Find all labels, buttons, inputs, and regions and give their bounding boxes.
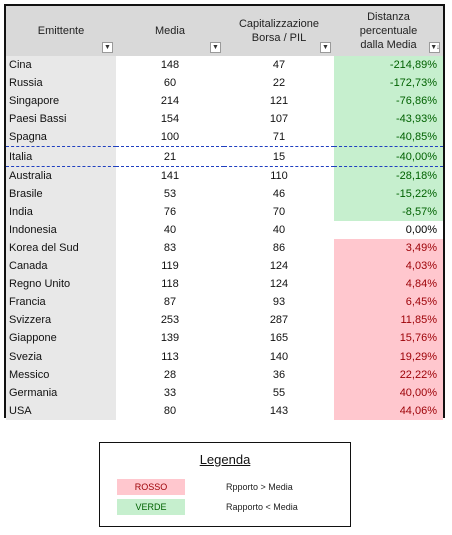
table-row[interactable] bbox=[6, 92, 443, 110]
cell-emittente[interactable]: Regno Unito bbox=[6, 275, 116, 293]
filter-dropdown-media[interactable]: ▼ bbox=[210, 42, 221, 53]
cell-distanza[interactable]: 4,03% bbox=[334, 257, 443, 275]
cell-capitalizzazione[interactable]: 140 bbox=[224, 348, 334, 366]
header-emittente bbox=[6, 6, 116, 56]
cell-emittente[interactable]: India bbox=[6, 203, 116, 221]
table-row[interactable] bbox=[6, 257, 443, 275]
filter-dropdown-emittente[interactable]: ▼ bbox=[102, 42, 113, 53]
cell-media[interactable]: 33 bbox=[116, 384, 224, 402]
cell-capitalizzazione[interactable]: 36 bbox=[224, 366, 334, 384]
cell-emittente[interactable]: Brasile bbox=[6, 185, 116, 203]
cell-capitalizzazione[interactable]: 165 bbox=[224, 329, 334, 347]
cell-capitalizzazione[interactable]: 70 bbox=[224, 203, 334, 221]
cell-distanza[interactable]: -40,00% bbox=[334, 147, 443, 166]
cell-media[interactable]: 139 bbox=[116, 329, 224, 347]
table-row[interactable] bbox=[6, 402, 443, 420]
legend-description-red: Rpporto > Media bbox=[226, 482, 293, 492]
cell-distanza[interactable]: -8,57% bbox=[334, 203, 443, 221]
cell-capitalizzazione[interactable]: 124 bbox=[224, 275, 334, 293]
table-row[interactable] bbox=[6, 110, 443, 128]
cell-emittente[interactable]: Svezia bbox=[6, 348, 116, 366]
cell-media[interactable]: 87 bbox=[116, 293, 224, 311]
table-row[interactable] bbox=[6, 239, 443, 257]
cell-distanza[interactable]: 4,84% bbox=[334, 275, 443, 293]
cell-emittente[interactable]: Italia bbox=[6, 147, 116, 166]
cell-media[interactable]: 214 bbox=[116, 92, 224, 110]
cell-media[interactable]: 40 bbox=[116, 221, 224, 239]
cell-media[interactable]: 118 bbox=[116, 275, 224, 293]
cell-capitalizzazione[interactable]: 71 bbox=[224, 128, 334, 147]
table-row[interactable] bbox=[6, 128, 443, 147]
cell-media[interactable]: 253 bbox=[116, 311, 224, 329]
cell-media[interactable]: 60 bbox=[116, 74, 224, 92]
cell-emittente[interactable]: Paesi Bassi bbox=[6, 110, 116, 128]
table-row[interactable] bbox=[6, 203, 443, 221]
cell-capitalizzazione[interactable]: 55 bbox=[224, 384, 334, 402]
table-row[interactable] bbox=[6, 74, 443, 92]
cell-distanza[interactable]: 0,00% bbox=[334, 221, 443, 239]
cell-emittente[interactable]: Giappone bbox=[6, 329, 116, 347]
header-capitalizzazione-label-2: Borsa / PIL bbox=[251, 32, 307, 44]
cell-capitalizzazione[interactable]: 124 bbox=[224, 257, 334, 275]
cell-media[interactable]: 28 bbox=[116, 366, 224, 384]
cell-distanza[interactable]: -214,89% bbox=[334, 56, 443, 74]
cell-distanza[interactable]: 19,29% bbox=[334, 348, 443, 366]
cell-emittente[interactable]: Indonesia bbox=[6, 221, 116, 239]
cell-media[interactable]: 141 bbox=[116, 166, 224, 185]
cell-emittente[interactable]: Canada bbox=[6, 257, 116, 275]
sort-dropdown-distanza[interactable]: ▼↓ bbox=[430, 44, 439, 51]
cell-capitalizzazione[interactable]: 15 bbox=[224, 147, 334, 166]
table-row[interactable] bbox=[6, 185, 443, 203]
cell-media[interactable]: 119 bbox=[116, 257, 224, 275]
cell-emittente[interactable]: Svizzera bbox=[6, 311, 116, 329]
table-row[interactable] bbox=[6, 56, 443, 74]
cell-media[interactable]: 83 bbox=[116, 239, 224, 257]
table-row[interactable] bbox=[6, 293, 443, 311]
header-distanza-label-1: Distanza percentuale bbox=[359, 11, 418, 37]
cell-emittente[interactable]: Messico bbox=[6, 366, 116, 384]
cell-capitalizzazione[interactable]: 47 bbox=[224, 56, 334, 74]
cell-capitalizzazione[interactable]: 121 bbox=[224, 92, 334, 110]
cell-media[interactable]: 148 bbox=[116, 56, 224, 74]
cell-emittente[interactable]: Cina bbox=[6, 56, 116, 74]
header-distanza-label-2: dalla Media bbox=[360, 39, 417, 51]
header-emittente-label: Emittente bbox=[37, 25, 85, 37]
cell-distanza[interactable]: 40,00% bbox=[334, 384, 443, 402]
cell-distanza[interactable]: 15,76% bbox=[334, 329, 443, 347]
cell-distanza[interactable]: -15,22% bbox=[334, 185, 443, 203]
table-row[interactable] bbox=[6, 348, 443, 366]
cell-media[interactable]: 21 bbox=[116, 147, 224, 166]
cell-distanza[interactable]: 11,85% bbox=[334, 311, 443, 329]
cell-emittente[interactable]: Francia bbox=[6, 293, 116, 311]
table-row[interactable] bbox=[6, 275, 443, 293]
cell-emittente[interactable]: Korea del Sud bbox=[6, 239, 116, 257]
table-row[interactable] bbox=[6, 366, 443, 384]
header-capitalizzazione-label-1: Capitalizzazione bbox=[238, 18, 320, 30]
cell-capitalizzazione[interactable]: 46 bbox=[224, 185, 334, 203]
table-row[interactable] bbox=[6, 166, 443, 185]
legend-title: Legenda bbox=[199, 452, 251, 467]
data-table bbox=[6, 6, 443, 420]
cell-capitalizzazione[interactable]: 107 bbox=[224, 110, 334, 128]
cell-distanza[interactable]: 3,49% bbox=[334, 239, 443, 257]
cell-emittente[interactable]: USA bbox=[6, 402, 116, 420]
table-row[interactable] bbox=[6, 221, 443, 239]
cell-capitalizzazione[interactable]: 143 bbox=[224, 402, 334, 420]
cell-capitalizzazione[interactable]: 287 bbox=[224, 311, 334, 329]
table-row[interactable] bbox=[6, 329, 443, 347]
cell-media[interactable]: 113 bbox=[116, 348, 224, 366]
legend-swatch-green: VERDE bbox=[117, 499, 185, 515]
header-distanza bbox=[334, 6, 443, 56]
cell-media[interactable]: 154 bbox=[116, 110, 224, 128]
cell-capitalizzazione[interactable]: 40 bbox=[224, 221, 334, 239]
cell-distanza[interactable]: -76,86% bbox=[334, 92, 443, 110]
data-table-frame bbox=[4, 4, 445, 418]
cell-distanza[interactable]: 22,22% bbox=[334, 366, 443, 384]
cell-emittente[interactable]: Russia bbox=[6, 74, 116, 92]
cell-distanza[interactable]: -43,93% bbox=[334, 110, 443, 128]
legend-swatch-red: ROSSO bbox=[117, 479, 185, 495]
cell-media[interactable]: 53 bbox=[116, 185, 224, 203]
cell-emittente[interactable]: Germania bbox=[6, 384, 116, 402]
cell-distanza[interactable]: 44,06% bbox=[334, 402, 443, 420]
filter-dropdown-capitalizzazione[interactable]: ▼ bbox=[320, 42, 331, 53]
cell-capitalizzazione[interactable]: 93 bbox=[224, 293, 334, 311]
table-row[interactable] bbox=[6, 147, 443, 166]
cell-emittente[interactable]: Australia bbox=[6, 166, 116, 185]
header-media-label: Media bbox=[155, 25, 185, 37]
cell-distanza[interactable]: -28,18% bbox=[334, 166, 443, 185]
legend-description-green: Rapporto < Media bbox=[226, 502, 298, 512]
cell-capitalizzazione[interactable]: 86 bbox=[224, 239, 334, 257]
header-media bbox=[116, 6, 224, 56]
table-body bbox=[6, 56, 443, 420]
cell-media[interactable]: 76 bbox=[116, 203, 224, 221]
cell-emittente[interactable]: Spagna bbox=[6, 128, 116, 147]
table-row[interactable] bbox=[6, 384, 443, 402]
table-row[interactable] bbox=[6, 311, 443, 329]
cell-emittente[interactable]: Singapore bbox=[6, 92, 116, 110]
cell-media[interactable]: 80 bbox=[116, 402, 224, 420]
cell-distanza[interactable]: -172,73% bbox=[334, 74, 443, 92]
cell-distanza[interactable]: 6,45% bbox=[334, 293, 443, 311]
legend-box bbox=[99, 442, 351, 527]
header-capitalizzazione bbox=[224, 6, 334, 56]
cell-media[interactable]: 100 bbox=[116, 128, 224, 147]
cell-distanza[interactable]: -40,85% bbox=[334, 128, 443, 147]
cell-capitalizzazione[interactable]: 22 bbox=[224, 74, 334, 92]
header-row bbox=[6, 6, 443, 56]
cell-capitalizzazione[interactable]: 110 bbox=[224, 166, 334, 185]
